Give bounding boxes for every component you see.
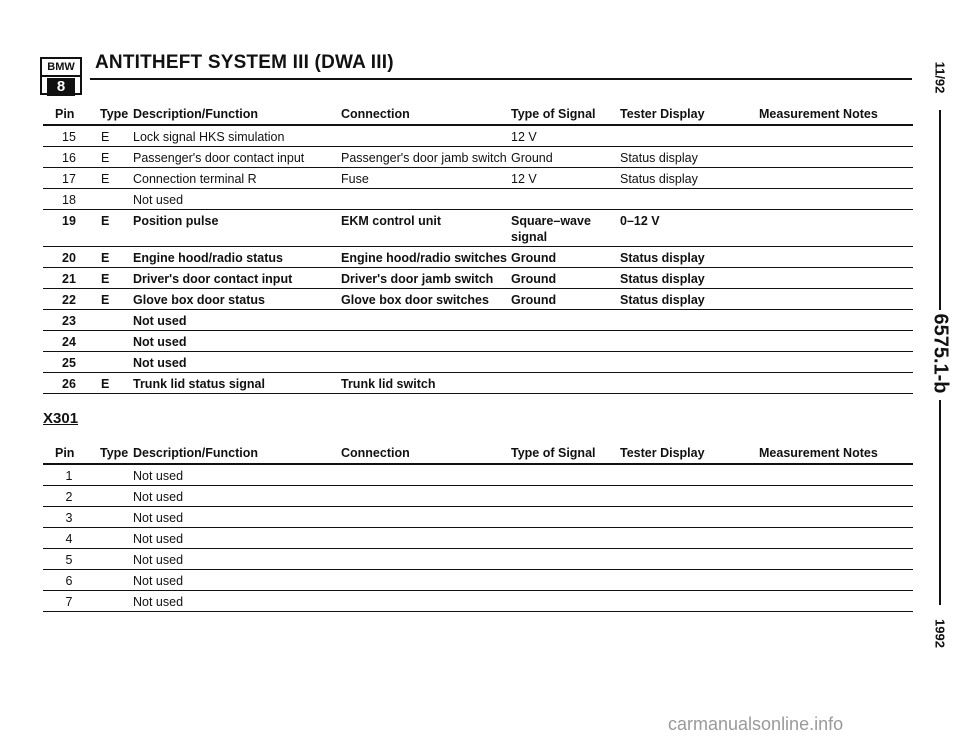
table-row [43, 310, 913, 331]
description-cell: Not used [133, 314, 187, 328]
signal-cell: 12 V [511, 130, 537, 144]
table-row [43, 210, 913, 247]
pin-cell: 3 [65, 511, 73, 525]
description-cell: Connection terminal R [133, 172, 257, 186]
signal-cell-line2: signal [511, 230, 548, 244]
description-cell: Not used [133, 335, 187, 349]
table-row [43, 331, 913, 352]
page-title: ANTITHEFT SYSTEM III (DWA III) [95, 52, 394, 73]
pin-cell: 21 [62, 272, 76, 286]
table-row [43, 507, 913, 528]
pin-cell: 23 [62, 314, 76, 328]
bmw-logo [40, 57, 82, 95]
description-cell: Not used [133, 511, 184, 525]
table-row [43, 268, 913, 289]
connection-cell: EKM control unit [341, 214, 441, 228]
margin-rule [939, 400, 941, 605]
connection-cell: Fuse [341, 172, 369, 186]
table-row [43, 147, 913, 168]
pin-cell: 26 [62, 377, 76, 391]
type-cell: E [101, 377, 110, 391]
pin-cell: 2 [65, 490, 73, 504]
header-description: Description/Function [133, 107, 258, 121]
header-tester-display: Tester Display [620, 107, 705, 121]
header-measurement-notes: Measurement Notes [759, 107, 878, 121]
type-cell: E [101, 272, 110, 286]
signal-cell: Ground [511, 293, 557, 307]
header-connection: Connection [341, 446, 410, 460]
pin-cell: 24 [62, 335, 76, 349]
signal-cell: Ground [511, 272, 557, 286]
table-row [43, 591, 913, 612]
pin-cell: 22 [62, 293, 76, 307]
connection-cell: Glove box door switches [341, 293, 489, 307]
table-row [43, 352, 913, 373]
watermark-text: carmanualsonline.info [668, 714, 844, 734]
page-margin-marks [920, 0, 960, 744]
header-description: Description/Function [133, 446, 258, 460]
pin-cell: 20 [62, 251, 76, 265]
pin-cell: 1 [65, 469, 73, 483]
tester-display-cell: 0–12 V [620, 214, 660, 228]
revision-date: 11/92 [932, 61, 948, 94]
pin-cell: 15 [62, 130, 76, 144]
signal-cell: Ground [511, 251, 557, 265]
description-cell: Not used [133, 490, 184, 504]
description-cell: Not used [133, 193, 184, 207]
title-divider [90, 78, 912, 80]
header-type: Type [100, 446, 129, 460]
type-cell: E [101, 172, 110, 186]
description-cell: Passenger's door contact input [133, 151, 305, 165]
table-row [43, 486, 913, 507]
pin-cell: 7 [65, 595, 73, 609]
connection-cell: Passenger's door jamb switch [341, 151, 507, 165]
description-cell: Position pulse [133, 214, 219, 228]
type-cell: E [101, 151, 110, 165]
table-row [43, 373, 913, 394]
connection-cell: Driver's door jamb switch [341, 272, 494, 286]
description-cell: Not used [133, 553, 184, 567]
header-pin: Pin [55, 107, 75, 121]
publication-year: 1992 [932, 619, 948, 648]
type-cell: E [101, 293, 110, 307]
pin-cell: 25 [62, 356, 76, 370]
signal-cell: Ground [511, 151, 553, 165]
tester-display-cell: Status display [620, 293, 705, 307]
signal-cell: Square–wave [511, 214, 591, 228]
type-cell: E [101, 214, 110, 228]
pin-cell: 18 [62, 193, 76, 207]
margin-rule [939, 110, 941, 310]
pin-cell: 5 [65, 553, 73, 567]
description-cell: Not used [133, 595, 184, 609]
table-header [43, 443, 913, 463]
pin-cell: 4 [65, 532, 73, 546]
description-cell: Engine hood/radio status [133, 251, 284, 265]
description-cell: Not used [133, 469, 184, 483]
type-cell: E [101, 130, 110, 144]
header-pin: Pin [55, 446, 75, 460]
description-cell: Not used [133, 532, 184, 546]
tester-display-cell: Status display [620, 251, 705, 265]
table-row [43, 247, 913, 268]
connection-cell: Engine hood/radio switches [341, 251, 507, 265]
description-cell: Lock signal HKS simulation [133, 130, 285, 144]
section-code: 6575.1-b [929, 313, 952, 394]
pin-table-x301 [43, 443, 913, 612]
table-row [43, 126, 913, 147]
description-cell: Trunk lid status signal [133, 377, 265, 391]
header-signal-type: Type of Signal [511, 446, 596, 460]
logo-series-number: 8 [47, 78, 75, 96]
signal-cell: 12 V [511, 172, 537, 186]
description-cell: Glove box door status [133, 293, 265, 307]
table-row [43, 528, 913, 549]
table-row [43, 289, 913, 310]
connector-heading: X301 [43, 410, 79, 427]
table-row [43, 465, 913, 486]
description-cell: Driver's door contact input [133, 272, 293, 286]
header-type: Type [100, 107, 129, 121]
header-connection: Connection [341, 107, 410, 121]
description-cell: Not used [133, 574, 184, 588]
type-cell: E [101, 251, 110, 265]
header-tester-display: Tester Display [620, 446, 705, 460]
logo-brand-text: BMW [42, 59, 80, 77]
header-measurement-notes: Measurement Notes [759, 446, 878, 460]
pin-cell: 6 [65, 574, 73, 588]
description-cell: Not used [133, 356, 187, 370]
tester-display-cell: Status display [620, 272, 705, 286]
header-signal-type: Type of Signal [511, 107, 596, 121]
table-row [43, 570, 913, 591]
table-row [43, 168, 913, 189]
table-header [43, 104, 913, 124]
connection-cell: Trunk lid switch [341, 377, 436, 391]
table-row [43, 549, 913, 570]
pin-table-main [43, 104, 913, 394]
tester-display-cell: Status display [620, 151, 698, 165]
table-row [43, 189, 913, 210]
pin-cell: 16 [62, 151, 76, 165]
pin-cell: 19 [62, 214, 76, 228]
pin-cell: 17 [62, 172, 76, 186]
tester-display-cell: Status display [620, 172, 698, 186]
